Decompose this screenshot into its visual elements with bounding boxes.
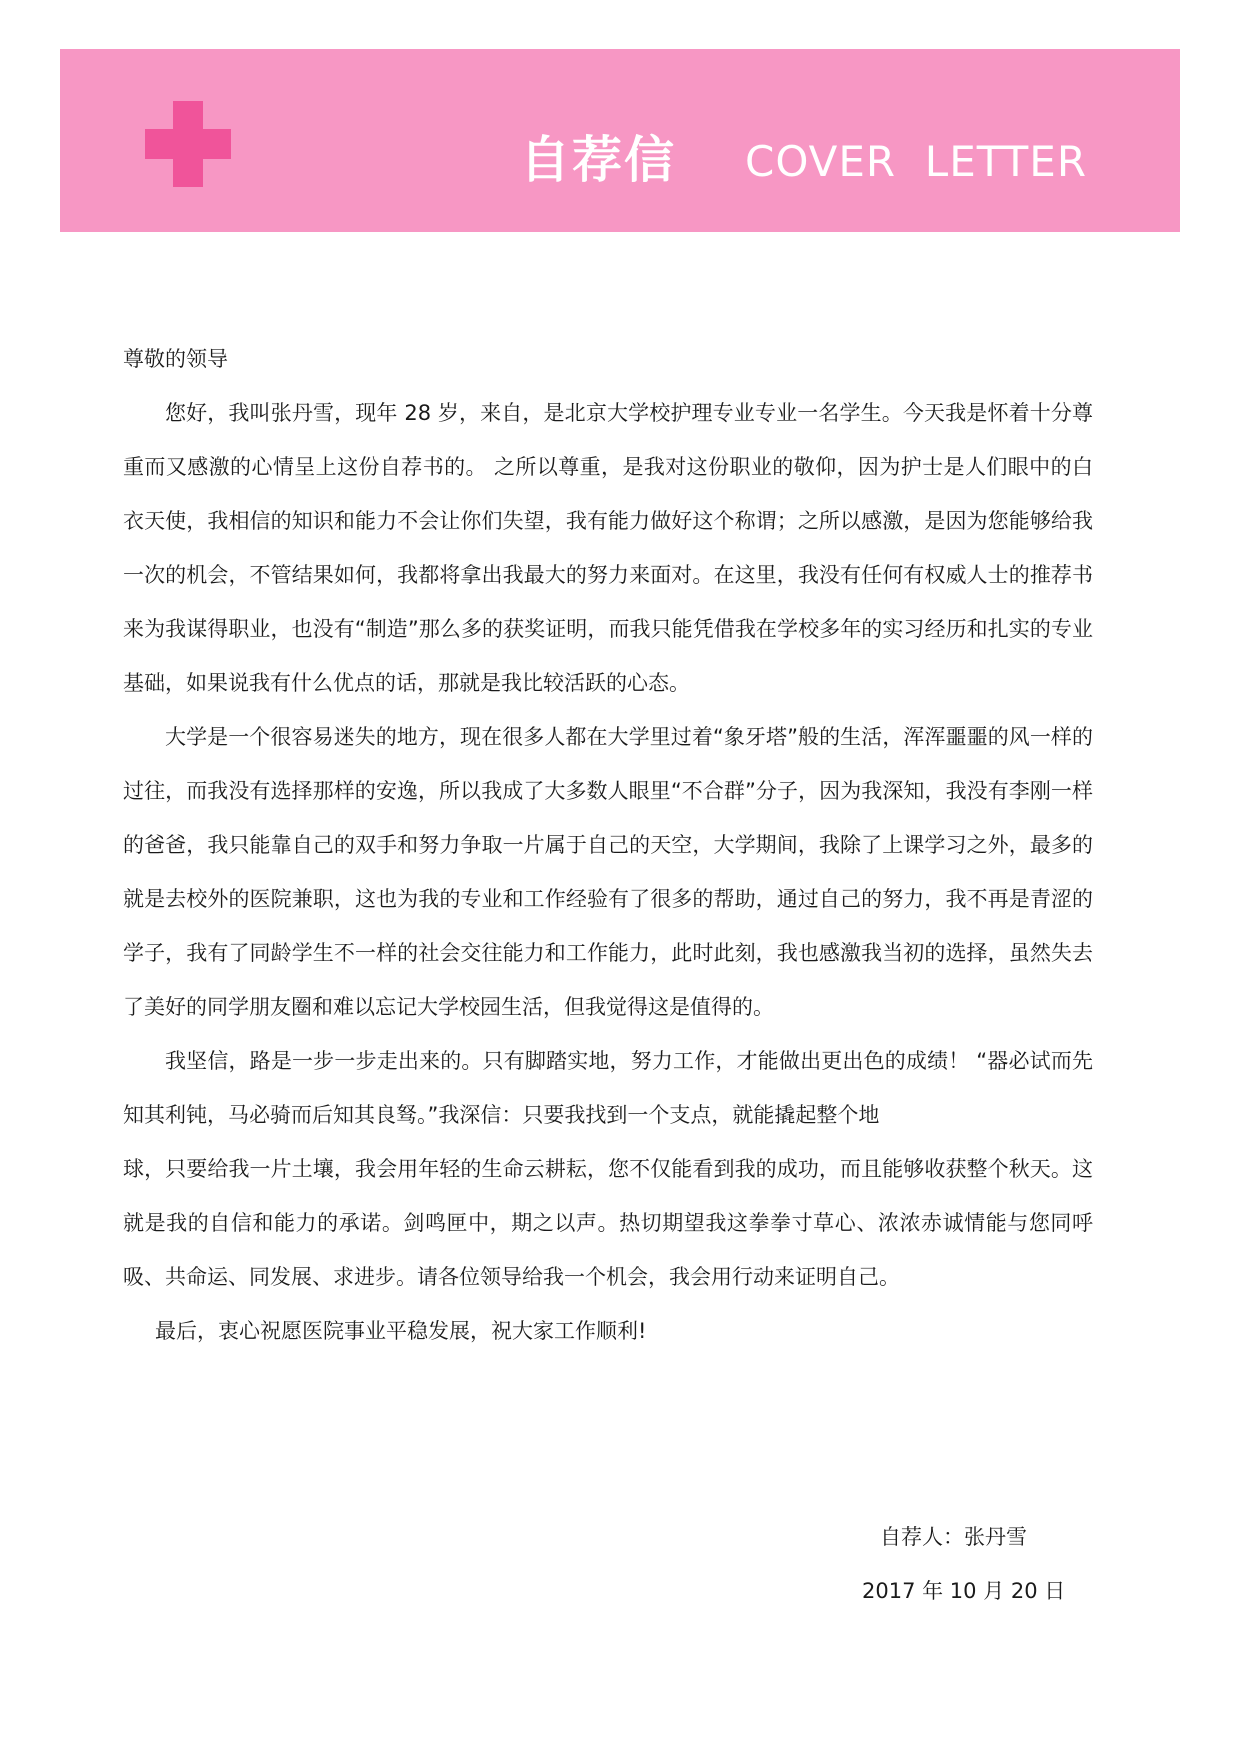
paragraph-university: 大学是一个很容易迷失的地方，现在很多人都在大学里过着“象牙塔”般的生活，浑浑噩噩的风一样的过往，而我没有选择那样的安逸，所以我成了大多数人眼里“不合群”分子，因为我深知，我没有李刚一样的爸爸，我只能靠自己的双手和努力争取一片属于自己的天空，大学期间，我除了上课学习之外，最多的就是去校外的医院兼职，这也为我的专业和工作经验有了很多的帮助，通过自己的努力，我不再是青涩的学子，我有了同龄学生不一样的社会交往能力和工作能力，此时此刻，我也感激我当初的选择，虽然失去了美好的同学朋友圈和难以忘记大学校园生活，但我觉得这是值得的。 bbox=[123, 725, 1093, 1019]
paragraph-promise: 球，只要给我一片土壤，我会用年轻的生命云耕耘，您不仅能看到我的成功，而且能够收获整个秋天。这就是我的自信和能力的承诺。剑鸣匣中，期之以声。热切期望我这拳拳寸草心、浓浓赤诚情能与您同呼吸、共命运、同发展、求进步。请各位领导给我一个机会，我会用行动来证明自己。 bbox=[123, 1157, 1093, 1289]
cross-horizontal-bar bbox=[145, 129, 231, 159]
letter-body bbox=[123, 332, 1093, 1358]
paragraph-belief: 我坚信，路是一步一步走出来的。只有脚踏实地，努力工作，才能做出更出色的成绩！ “器必试而先知其利钝，马必骑而后知其良驽。”我深信：只要我找到一个支点，就能撬起整个地 bbox=[123, 1049, 1093, 1127]
salutation: 尊敬的领导 bbox=[123, 347, 228, 371]
paragraph-intro: 您好，我叫张丹雪，现年 28 岁，来自，是北京大学校护理专业专业一名学生。今天我是怀着十分尊重而又感激的心情呈上这份自荐书的。 之所以尊重，是我对这份职业的敬仰，因为护士是人们眼中的白衣天使，我相信的知识和能力不会让你们失望，我有能力做好这个称谓；之所以感激，是因为您能够给我一次的机会，不管结果如何，我都将拿出我最大的努力来面对。在这里，我没有任何有权威人士的推荐书来为我谋得职业，也没有“制造”那么多的获奖证明，而我只能凭借我在学校多年的实习经历和扎实的专业基础，如果说我有什么优点的话，那就是我比较活跃的心态。 bbox=[123, 401, 1093, 695]
closing-wishes: 最后，衷心祝愿医院事业平稳发展，祝大家工作顺利! bbox=[155, 1319, 647, 1343]
signature: 自荐人：张丹雪 bbox=[880, 1525, 1027, 1549]
title-english: COVER LETTER bbox=[745, 137, 1088, 186]
letter-date: 2017 年 10 月 20 日 bbox=[862, 1579, 1066, 1603]
title-chinese: 自荐信 bbox=[520, 131, 676, 189]
medical-cross-icon bbox=[145, 101, 231, 187]
